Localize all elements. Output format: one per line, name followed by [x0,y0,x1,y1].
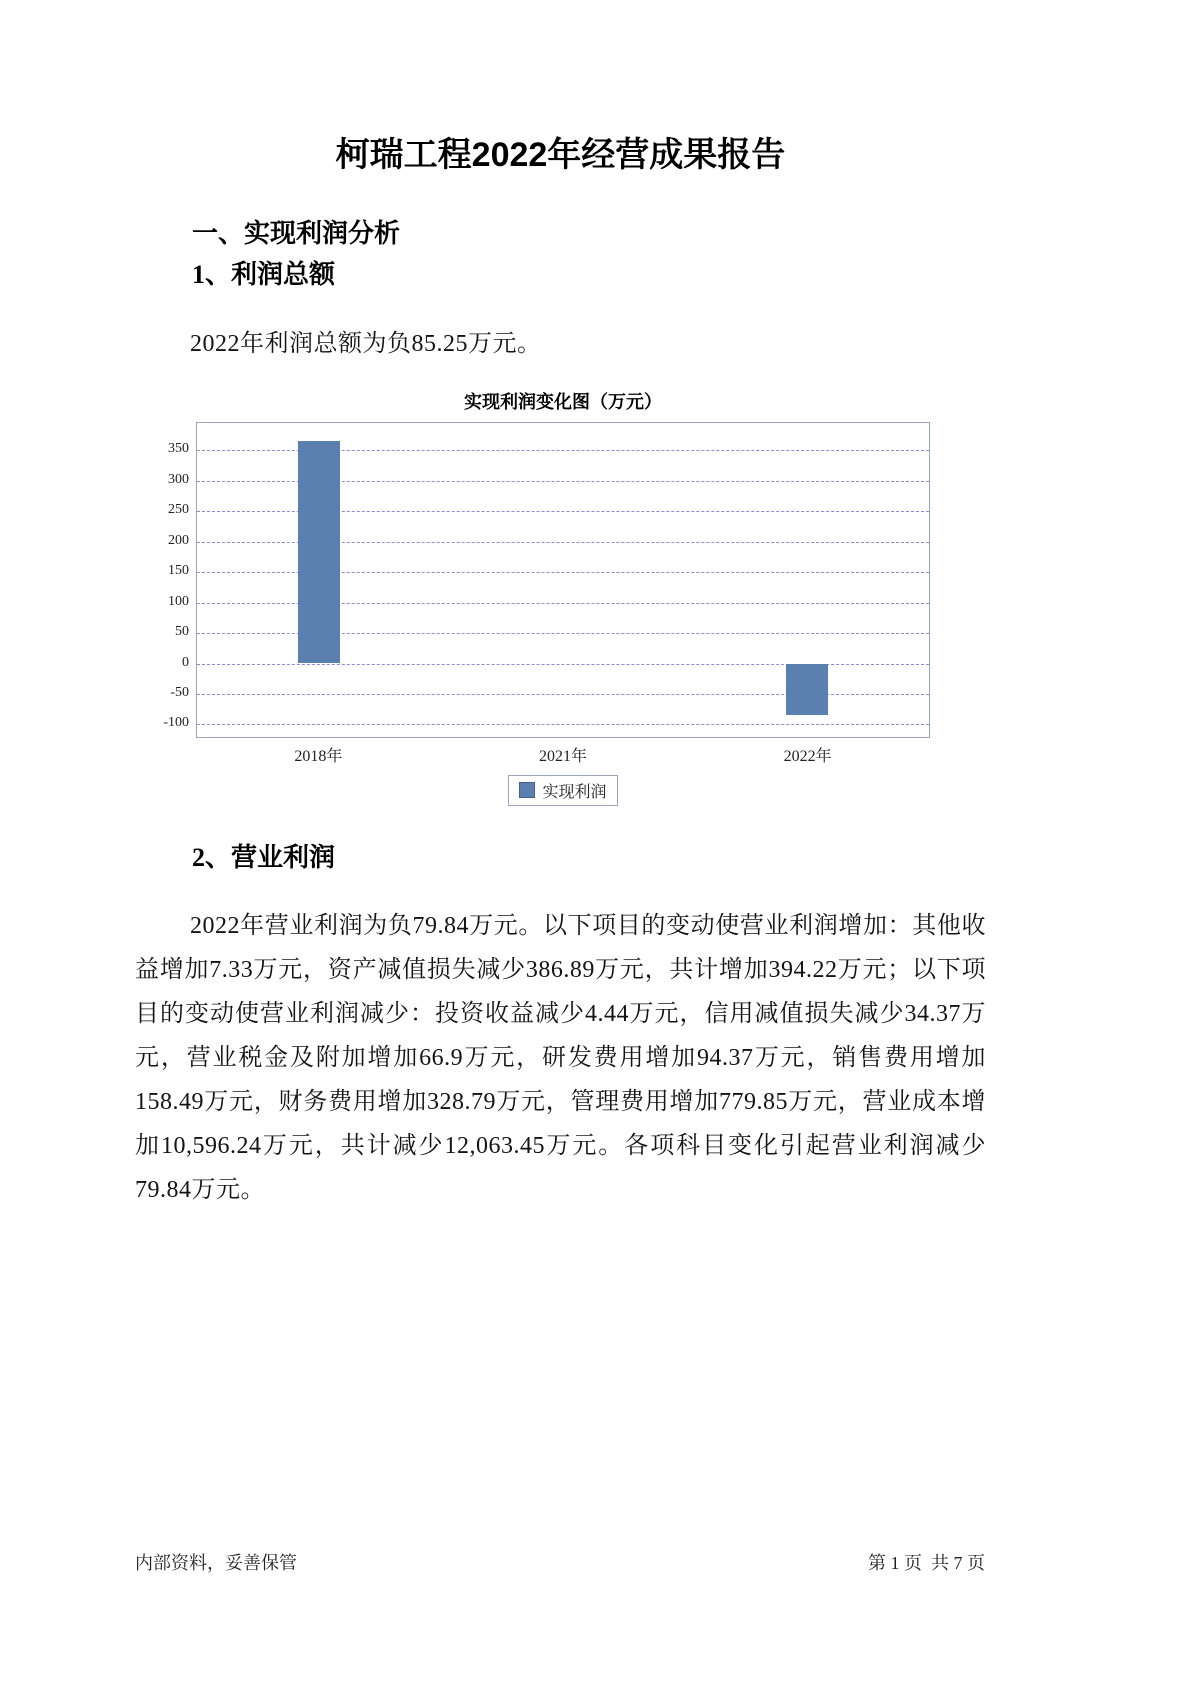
subsection-heading-total-profit: 1、利润总额 [192,260,336,290]
y-tick-label: 50 [175,624,189,640]
footer-confidential-note: 内部资料，妥善保管 [135,1553,297,1573]
y-tick-label: 200 [168,532,189,548]
y-tick-label: 300 [168,471,189,487]
total-profit-paragraph: 2022年利润总额为负85.25万元。 [190,330,542,357]
document-title: 柯瑞工程2022年经营成果报告 [335,136,786,174]
page-footer [135,1549,985,1575]
x-tick-label: 2018年 [294,747,343,765]
profit-change-chart [155,388,931,806]
y-tick-label: 150 [168,563,189,579]
chart-title: 实现利润变化图（万元） [464,391,662,412]
legend-box [508,775,617,806]
x-tick-label: 2022年 [783,747,832,765]
chart-bar [786,664,828,716]
subsection-heading-operating-profit: 2、营业利润 [192,842,336,872]
y-tick-label: -100 [163,715,189,731]
chart-plot-area [196,422,930,738]
operating-profit-paragraph: 2022年营业利润为负79.84万元。以下项目的变动使营业利润增加：其他收益增加7.33万元，资产减值损失减少386.89万元，共计增加394.22万元；以下项目的变动使营业利润减少：投资收益减少4.44万元，信用减值损失减少34.37万元，营业税金及附加增加66.9万元，研发费用增加94.37万元，销售费用增加158.49万元，财务费用增加328.79万元，管理费用增加779.85万元，营业成本增加10,596.24万元，共计减少12,063.45万元。各项科目变化引起营业利润减少79.84万元。 [135,913,986,1204]
chart-x-axis [196,743,930,766]
chart-y-axis [155,422,196,738]
chart-legend [196,775,930,806]
chart-bar [298,441,340,664]
y-tick-label: 0 [182,654,189,670]
section-heading-profit-analysis: 一、实现利润分析 [192,217,401,248]
y-tick-label: 250 [168,502,189,518]
y-tick-label: -50 [170,684,189,700]
y-tick-label: 350 [168,441,189,457]
x-tick-label: 2021年 [539,747,588,765]
legend-swatch-icon [519,782,535,798]
legend-label: 实现利润 [542,783,607,801]
gridline [197,724,929,725]
chart-grid [155,422,931,738]
y-tick-label: 100 [168,593,189,609]
footer-page-number: 第 1 页 共 7 页 [868,1553,985,1573]
